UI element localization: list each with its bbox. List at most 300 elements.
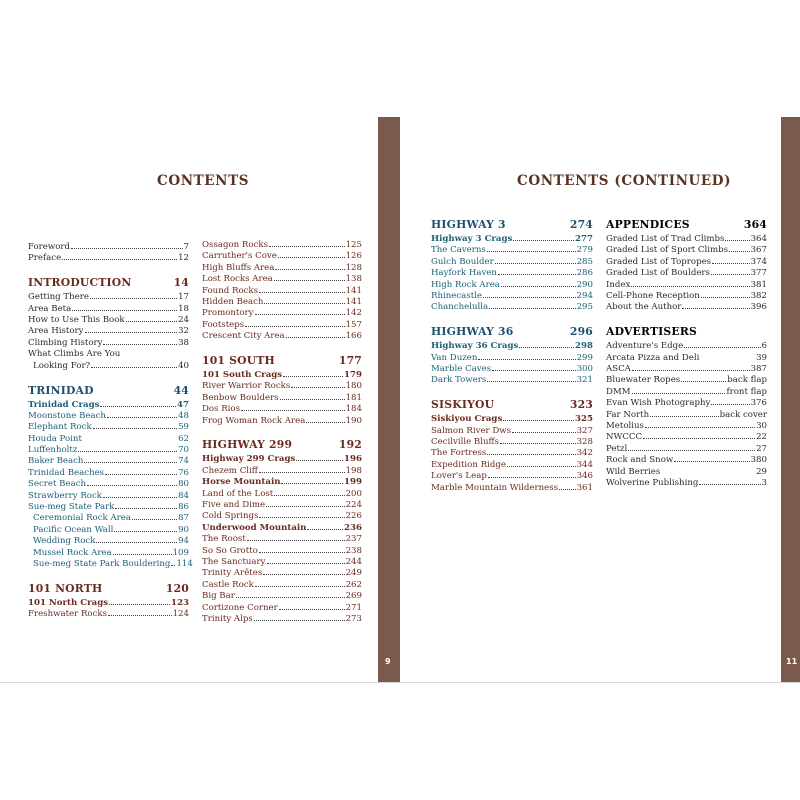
toc-entry-page: 196	[344, 454, 362, 465]
toc-entry-label: Ossagon Rocks	[202, 240, 269, 250]
toc-entry[interactable]	[431, 353, 593, 364]
toc-entry-page: 294	[576, 290, 593, 301]
dot-leader	[279, 609, 345, 610]
toc-entry-page: 48	[178, 410, 189, 421]
toc-entry-label: Gulch Boulder	[431, 256, 494, 267]
dot-leader	[488, 477, 576, 478]
dot-leader	[650, 416, 718, 417]
toc-entry-page: 123	[171, 597, 189, 608]
toc-entry[interactable]	[606, 245, 767, 256]
toc-entry[interactable]	[202, 274, 362, 285]
toc-entry-label: Graded List of Boulders	[606, 268, 710, 279]
toc-column	[606, 218, 767, 489]
dot-leader	[489, 308, 575, 309]
dot-leader	[725, 240, 749, 241]
section-heading[interactable]	[606, 325, 767, 340]
toc-entry-page: 3	[761, 477, 767, 488]
toc-entry-label: Secret Beach	[28, 479, 87, 490]
toc-entry-label: Graded List of Sport Climbs	[606, 245, 729, 256]
toc-entry[interactable]	[28, 525, 189, 536]
dot-leader	[307, 529, 343, 530]
toc-entry[interactable]	[606, 467, 767, 478]
dot-leader	[274, 280, 345, 281]
toc-entry-label: Chanchelulla	[431, 302, 489, 313]
dot-leader	[126, 321, 177, 322]
toc-entry-page: back cover	[719, 409, 767, 420]
toc-entry-page: 199	[344, 477, 362, 488]
toc-entry[interactable]	[431, 414, 593, 425]
dot-leader	[96, 542, 177, 543]
toc-entry[interactable]	[606, 234, 767, 245]
toc-entry[interactable]	[28, 558, 193, 570]
toc-entry[interactable]	[28, 253, 189, 264]
section-heading-label: SISKIYOU	[431, 398, 495, 412]
toc-entry[interactable]	[202, 568, 362, 579]
toc-entry-label: High Rock Area	[431, 279, 500, 290]
toc-entry-label: The Caverns	[431, 245, 486, 256]
section-gap	[431, 314, 593, 326]
toc-entry-label: High Bluffs Area	[202, 262, 275, 273]
toc-entry[interactable]	[606, 280, 767, 291]
toc-entry[interactable]	[28, 609, 189, 620]
dot-leader	[255, 314, 345, 315]
toc-entry-label: Area History	[28, 326, 84, 337]
dot-leader	[296, 460, 343, 461]
toc-entry[interactable]	[202, 331, 362, 342]
toc-entry[interactable]	[28, 513, 189, 524]
toc-entry-page: 226	[345, 511, 362, 522]
section-gap	[431, 387, 593, 399]
dot-leader	[85, 332, 178, 333]
toc-entry[interactable]	[606, 444, 767, 455]
dot-leader	[103, 344, 177, 345]
toc-entry[interactable]	[28, 491, 189, 502]
toc-entry[interactable]	[28, 502, 189, 513]
toc-entry[interactable]	[606, 353, 767, 364]
toc-entry-label: Dos Rios	[202, 404, 241, 415]
dot-leader	[674, 461, 749, 462]
toc-entry-label: Trinidad Beaches	[28, 467, 105, 478]
toc-entry-label: Expedition Ridge	[431, 459, 506, 470]
toc-entry-page: 190	[345, 415, 362, 426]
dot-leader	[512, 432, 576, 433]
toc-entry-page: 114	[176, 558, 193, 569]
toc-entry[interactable]	[202, 393, 362, 404]
toc-entry[interactable]	[202, 286, 362, 297]
toc-entry[interactable]	[28, 338, 189, 349]
toc-entry-page: 17	[178, 292, 189, 303]
toc-entry[interactable]	[202, 511, 362, 522]
dot-leader	[259, 552, 345, 553]
dot-leader	[280, 399, 345, 400]
dot-leader	[267, 563, 345, 564]
toc-entry[interactable]	[28, 315, 189, 326]
toc-entry-label: Highway 36 Crags	[431, 341, 519, 352]
toc-entry-page: 90	[178, 524, 189, 535]
toc-entry-label: Castle Rock	[202, 579, 254, 590]
dot-leader	[259, 517, 344, 518]
dot-leader	[113, 554, 172, 555]
section-gap	[606, 314, 767, 326]
section-heading[interactable]	[28, 276, 189, 291]
toc-entry[interactable]	[606, 387, 767, 398]
dot-leader	[241, 410, 345, 411]
toc-entry[interactable]	[28, 456, 189, 467]
section-heading-label: ADVERTISERS	[606, 325, 698, 339]
toc-entry-label: Hidden Beach	[202, 296, 264, 307]
toc-entry[interactable]	[606, 257, 767, 268]
toc-entry-label: How to Use This Book	[28, 315, 125, 326]
section-page-number: 120	[165, 581, 189, 595]
toc-entry-label: Footsteps	[202, 319, 245, 330]
toc-entry-page: 376	[750, 398, 767, 409]
toc-entry[interactable]	[606, 410, 767, 421]
toc-entry[interactable]	[431, 364, 593, 375]
toc-entry-page: front flap	[726, 386, 767, 397]
toc-column	[28, 242, 193, 621]
toc-entry-page: 290	[576, 279, 593, 290]
toc-entry-label: Climbing History	[28, 337, 103, 348]
toc-entry-page: 262	[345, 579, 362, 590]
toc-entry-label: ASCA	[606, 364, 631, 375]
toc-entry-page: 249	[345, 568, 362, 579]
dot-leader	[628, 450, 755, 451]
toc-entry[interactable]	[28, 361, 189, 372]
section-page-number: 44	[173, 383, 189, 397]
toc-entry-label: Sue-meg State Park	[28, 502, 115, 513]
toc-entry-page: 184	[345, 404, 362, 415]
toc-entry[interactable]	[28, 292, 189, 303]
toc-entry-page: 327	[576, 425, 593, 436]
toc-entry-page: 138	[345, 274, 362, 285]
toc-entry-page: 396	[750, 302, 767, 313]
toc-entry-label: 101 North Crags	[28, 597, 109, 608]
toc-entry[interactable]	[202, 263, 362, 274]
toc-entry-label: Wild Berries	[606, 466, 661, 477]
toc-entry[interactable]	[202, 251, 362, 262]
section-heading-label: APPENDICES	[606, 218, 690, 231]
dot-leader	[91, 367, 177, 368]
section-heading-label: HIGHWAY 299	[202, 438, 293, 452]
dot-leader	[264, 303, 344, 304]
toc-entry-page: 32	[178, 326, 189, 337]
toc-entry-label: Carruther's Cove	[202, 251, 277, 262]
dot-leader	[132, 519, 177, 520]
toc-entry-label: Frog Woman Rock Area	[202, 415, 306, 426]
section-heading[interactable]	[431, 325, 593, 340]
toc-entry-page: 38	[178, 337, 189, 348]
toc-entry[interactable]	[28, 434, 189, 445]
section-heading[interactable]	[202, 354, 362, 369]
toc-entry-label: Adventure's Edge	[606, 341, 684, 352]
toc-entry-label: Cell-Phone Reception	[606, 290, 700, 301]
section-heading[interactable]	[606, 218, 767, 233]
section-heading[interactable]	[28, 384, 189, 399]
toc-entry-label: Trinidad Crags	[28, 399, 100, 410]
toc-entry-label: Pacific Ocean Wall	[33, 524, 114, 535]
dot-leader	[291, 387, 344, 388]
section-page-number: 296	[569, 325, 593, 339]
toc-entry[interactable]	[28, 445, 189, 456]
toc-entry-page: 325	[575, 414, 593, 425]
toc-entry-label: Cecilville Bluffs	[431, 437, 500, 448]
toc-entry[interactable]	[202, 240, 362, 251]
toc-entry[interactable]	[202, 580, 362, 591]
toc-entry[interactable]	[431, 302, 593, 313]
toc-entry[interactable]	[202, 416, 362, 427]
toc-entry[interactable]	[431, 437, 593, 448]
toc-entry-label: Strawberry Rock	[28, 490, 102, 501]
dot-leader	[498, 274, 576, 275]
toc-entry[interactable]	[202, 603, 362, 614]
section-heading[interactable]	[28, 582, 189, 597]
toc-entry-label: Metolius	[606, 420, 644, 431]
page-bottom-rule	[0, 682, 800, 683]
section-gap	[202, 343, 362, 355]
section-heading-label: HIGHWAY 3	[431, 218, 506, 231]
toc-entry[interactable]	[431, 483, 593, 494]
section-heading-label: 101 SOUTH	[202, 354, 275, 368]
toc-entry-page: 342	[576, 448, 593, 459]
toc-entry[interactable]	[202, 466, 362, 477]
toc-entry[interactable]	[202, 500, 362, 511]
dot-leader	[255, 586, 345, 587]
toc-entry[interactable]	[202, 454, 362, 465]
dot-leader	[259, 292, 345, 293]
dot-leader	[712, 263, 750, 264]
toc-entry-page: 277	[575, 234, 593, 244]
toc-entry-label: Found Rocks	[202, 285, 259, 296]
section-page-number: 14	[173, 276, 189, 290]
dot-leader	[108, 615, 172, 616]
dot-leader	[78, 451, 177, 452]
toc-entry-label: Ceremonial Rock Area	[33, 513, 131, 524]
toc-entry[interactable]	[431, 280, 593, 291]
toc-entry-label: NWCCC	[606, 432, 643, 443]
toc-entry[interactable]	[202, 489, 362, 500]
toc-entry[interactable]	[431, 291, 593, 302]
toc-entry[interactable]	[28, 326, 189, 337]
toc-entry[interactable]	[28, 536, 189, 547]
toc-entry[interactable]	[431, 460, 593, 471]
toc-entry[interactable]	[28, 422, 189, 433]
toc-entry[interactable]	[431, 257, 593, 268]
dot-leader	[643, 438, 755, 439]
toc-entry[interactable]	[606, 364, 767, 375]
toc-entry-page: 76	[178, 467, 189, 478]
toc-entry-page: 300	[576, 364, 593, 375]
dot-leader	[275, 269, 344, 270]
toc-entry-page: 94	[178, 536, 189, 547]
toc-entry-label: Sue-meg State Park Bouldering	[33, 558, 171, 569]
dot-leader	[109, 604, 170, 605]
toc-entry[interactable]	[431, 426, 593, 437]
toc-entry-page: 18	[178, 303, 189, 314]
dot-leader	[62, 259, 177, 260]
toc-entry-page: 271	[345, 602, 362, 613]
toc-entry[interactable]	[606, 455, 767, 466]
toc-entry-page: 166	[345, 331, 362, 342]
toc-entry-label: Hayfork Haven	[431, 268, 497, 279]
toc-entry-page: 380	[750, 455, 767, 466]
toc-entry[interactable]	[606, 398, 767, 409]
section-gap	[202, 427, 362, 439]
toc-entry[interactable]	[606, 375, 767, 386]
dot-leader	[245, 326, 344, 327]
section-gap	[28, 265, 189, 277]
dot-leader	[507, 466, 576, 467]
toc-entry-label: DMM	[606, 386, 631, 397]
toc-entry-label: The Roost	[202, 534, 246, 545]
toc-entry[interactable]	[202, 308, 362, 319]
toc-entry-label: Trinity Arêtes	[202, 568, 263, 579]
right-page-edge-band	[781, 117, 800, 682]
dot-leader	[559, 489, 576, 490]
toc-entry[interactable]	[431, 375, 593, 386]
toc-entry-page: 367	[750, 245, 767, 256]
toc-entry[interactable]	[202, 534, 362, 545]
dot-leader	[100, 406, 176, 407]
toc-entry-page: 7	[183, 242, 189, 252]
section-heading-label: INTRODUCTION	[28, 276, 132, 290]
toc-entry[interactable]	[431, 448, 593, 459]
toc-entry[interactable]	[28, 242, 189, 253]
toc-entry[interactable]	[28, 598, 189, 609]
section-gap	[28, 372, 189, 384]
toc-entry[interactable]	[28, 349, 189, 360]
toc-entry-label: Elephant Rock	[28, 422, 92, 433]
toc-column	[202, 240, 362, 625]
toc-entry[interactable]	[202, 297, 362, 308]
toc-entry-page: 295	[576, 302, 593, 313]
toc-entry-label: Moonstone Beach	[28, 410, 106, 421]
dot-leader	[681, 381, 726, 382]
section-page-number: 192	[338, 438, 362, 452]
toc-entry-label: Rhinecastle	[431, 290, 483, 301]
toc-entry[interactable]	[431, 268, 593, 279]
dot-leader	[247, 540, 345, 541]
dot-leader	[87, 485, 177, 486]
toc-entry[interactable]	[28, 548, 189, 559]
dot-leader	[281, 483, 343, 484]
toc-entry[interactable]	[606, 421, 767, 432]
dot-leader	[278, 257, 345, 258]
toc-entry-label: Preface	[28, 253, 62, 264]
section-heading-label: HIGHWAY 36	[431, 325, 514, 339]
dot-leader	[478, 359, 575, 360]
toc-entry[interactable]	[606, 341, 767, 352]
toc-entry-page: 59	[178, 422, 189, 433]
page-title: CONTENTS	[157, 173, 250, 189]
dot-leader	[487, 251, 576, 252]
toc-entry-page: 126	[345, 251, 362, 262]
section-page-number: 177	[338, 354, 362, 368]
toc-entry[interactable]	[202, 614, 362, 625]
toc-entry[interactable]	[431, 234, 593, 245]
toc-entry-page: 12	[178, 253, 189, 264]
toc-entry[interactable]	[606, 302, 767, 313]
section-heading[interactable]	[431, 218, 593, 233]
toc-entry[interactable]	[431, 341, 593, 352]
dot-leader	[711, 274, 750, 275]
toc-entry[interactable]	[202, 591, 362, 602]
dot-leader	[254, 620, 345, 621]
dot-leader	[93, 428, 177, 429]
toc-entry[interactable]	[202, 381, 362, 392]
toc-entry-label: Cortizone Corner	[202, 602, 278, 613]
toc-entry[interactable]	[606, 478, 767, 489]
toc-entry[interactable]	[202, 557, 362, 568]
toc-entry-page: 27	[756, 443, 767, 454]
toc-entry-label: Getting There	[28, 292, 89, 303]
toc-entry-label: Crescent City Area	[202, 331, 285, 342]
left-page-edge-band	[378, 117, 400, 682]
toc-entry[interactable]	[28, 479, 189, 490]
toc-entry-page: 364	[750, 234, 767, 244]
toc-entry-page: 157	[345, 319, 362, 330]
toc-entry-page: 22	[756, 432, 767, 443]
toc-entry-page: 47	[177, 399, 189, 410]
toc-entry-page: 387	[750, 364, 767, 375]
toc-entry[interactable]	[28, 468, 189, 479]
toc-entry-label: Trinity Alps	[202, 613, 253, 624]
toc-entry[interactable]	[606, 268, 767, 279]
toc-entry[interactable]	[28, 411, 189, 422]
dot-leader	[631, 286, 749, 287]
dot-leader	[236, 597, 345, 598]
toc-entry[interactable]	[606, 432, 767, 443]
dot-leader	[632, 370, 750, 371]
toc-entry-label: Marble Caves	[431, 364, 492, 375]
section-heading[interactable]	[202, 438, 362, 453]
toc-entry-label: Marble Mountain Wilderness	[431, 482, 559, 493]
toc-entry[interactable]	[28, 400, 189, 411]
toc-entry-page: 382	[750, 290, 767, 301]
dot-leader	[266, 506, 344, 507]
toc-entry[interactable]	[202, 477, 362, 488]
toc-entry[interactable]	[202, 320, 362, 331]
toc-entry[interactable]	[28, 304, 189, 315]
dot-leader	[306, 422, 344, 423]
toc-entry-page: 299	[576, 352, 593, 363]
dot-leader	[519, 347, 574, 348]
toc-entry[interactable]	[202, 546, 362, 557]
toc-entry[interactable]	[431, 471, 593, 482]
toc-entry-label: Index	[606, 279, 631, 290]
toc-entry-page: 29	[756, 466, 767, 477]
toc-entry-page: 179	[344, 370, 362, 381]
section-page-number: 323	[569, 398, 593, 412]
dot-leader	[701, 297, 750, 298]
toc-entry[interactable]	[202, 404, 362, 415]
toc-entry-label: Land of the Lost	[202, 488, 274, 499]
toc-entry-page: 244	[345, 556, 362, 567]
section-heading-label: 101 NORTH	[28, 581, 103, 595]
toc-entry-label: Horse Mountain	[202, 477, 281, 488]
toc-entry[interactable]	[606, 291, 767, 302]
toc-entry[interactable]	[202, 523, 362, 534]
section-heading[interactable]	[431, 398, 593, 413]
toc-entry[interactable]	[202, 370, 362, 381]
toc-entry-label: Benbow Boulders	[202, 392, 279, 403]
toc-entry-label: Lover's Leap	[431, 471, 487, 482]
dot-leader	[711, 404, 749, 405]
dot-leader	[114, 531, 177, 532]
dot-leader	[501, 286, 576, 287]
toc-entry-page: 237	[345, 534, 362, 545]
dot-leader	[115, 508, 177, 509]
toc-entry[interactable]	[431, 245, 593, 256]
